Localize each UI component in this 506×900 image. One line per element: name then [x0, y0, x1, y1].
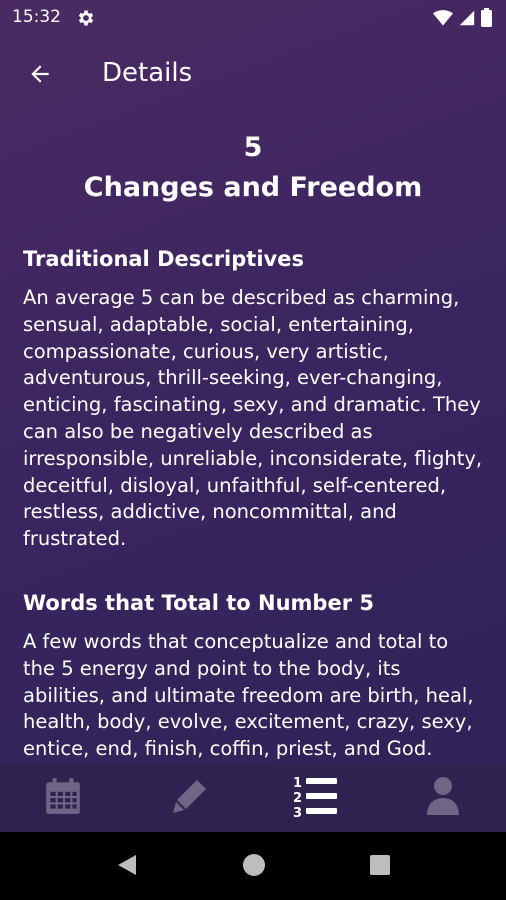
nav-profile[interactable] [413, 770, 473, 826]
section-heading-descriptives: Traditional Descriptives [23, 247, 304, 271]
page-title: Details [102, 58, 193, 88]
person-icon [425, 775, 461, 822]
section-heading-words: Words that Total to Number 5 [23, 590, 374, 615]
bottom-nav [0, 764, 506, 832]
gear-icon [76, 8, 96, 28]
numbered-list-icon [293, 774, 339, 823]
status-time: 15:32 [12, 7, 61, 27]
section-body-descriptives: An average 5 can be described as charming, sensual, adaptable, social, entertaining, compassionate, curious, very artistic, adventurous, thrill-seeking, ever-changing, enticing, fascinating, sexy, and dramatic. They can also be negatively described as irresponsible, unreliable, inconsiderate, flighty, deceitful, disloyal, unfaithful, self-centered, restless, addictive, noncommittal, and frustrated. [23, 286, 483, 551]
svg-text:2: 2 [293, 790, 303, 806]
section-body-words: A few words that conceptualize and total to the 5 energy and point to the body, its abilities, and ultimate freedom are birth, heal, health, body, evolve, excitement, crazy, sexy, entice, end, finish, coffin, priest, and God. [23, 629, 474, 761]
back-triangle-icon [116, 853, 138, 882]
detail-content[interactable] [0, 114, 506, 764]
wifi-icon [433, 9, 453, 32]
home-circle-icon [242, 853, 266, 882]
app-bar [0, 36, 506, 114]
nav-numbers[interactable] [286, 770, 346, 826]
number-title: Changes and Freedom [83, 172, 423, 203]
battery-icon [481, 8, 492, 32]
svg-text:3: 3 [293, 805, 303, 818]
number-heading: 5 [243, 132, 263, 163]
calendar-icon [42, 775, 84, 822]
status-bar [0, 0, 506, 36]
system-nav-bar [0, 832, 506, 900]
system-home-button[interactable] [239, 852, 269, 882]
recents-square-icon [369, 854, 391, 881]
nav-calendar[interactable] [33, 770, 93, 826]
system-back-button[interactable] [112, 852, 142, 882]
signal-icon [459, 9, 475, 32]
arrow-left-icon [27, 61, 53, 92]
system-recents-button[interactable] [365, 852, 395, 882]
pencil-icon [170, 776, 210, 821]
nav-edit[interactable] [160, 770, 220, 826]
back-button[interactable] [20, 56, 60, 96]
status-icons [433, 8, 492, 32]
svg-text:1: 1 [293, 775, 303, 791]
